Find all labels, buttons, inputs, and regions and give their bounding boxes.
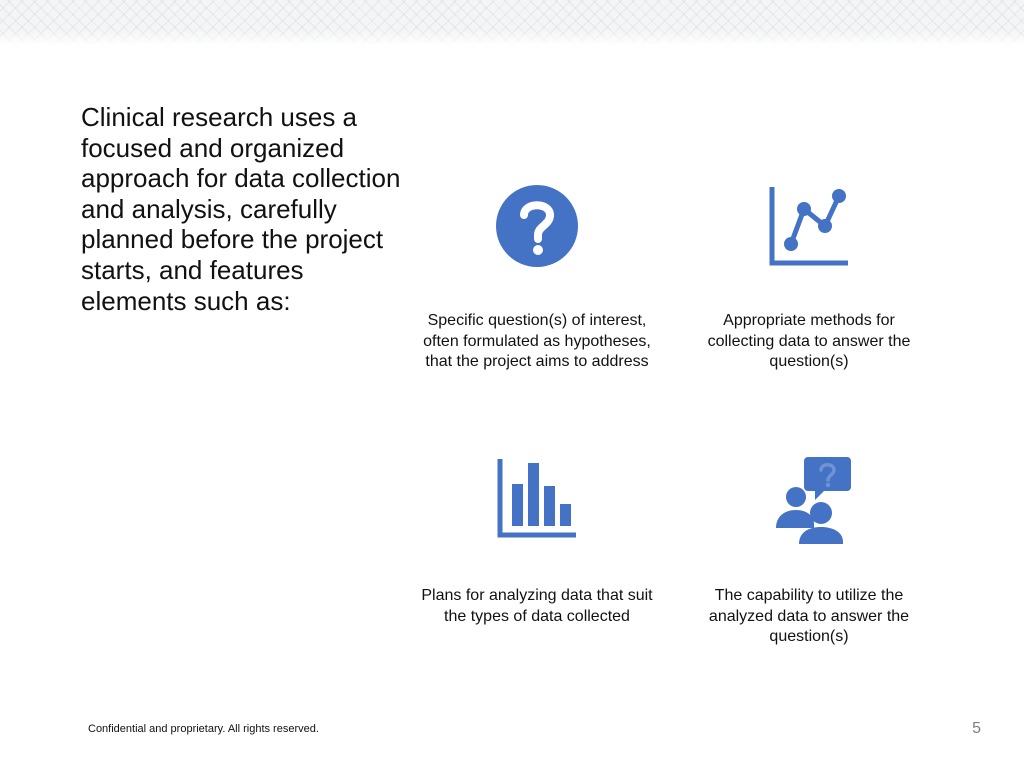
- page-number: 5: [972, 720, 981, 737]
- feature-caption: Plans for analyzing data that suit the types of data collected: [421, 587, 653, 625]
- feature-methods: [689, 180, 929, 373]
- bar-chart-icon: [491, 452, 583, 544]
- feature-capability: [689, 452, 929, 648]
- feature-question: [417, 180, 657, 373]
- feature-caption: The capability to utilize the analyzed data to answer the question(s): [708, 587, 910, 645]
- header-pattern-fade: [0, 30, 1024, 46]
- intro-text: Clinical research uses a focused and organized approach for data collection and analysis, carefully planned before the project starts, and features elements such as:: [81, 102, 401, 316]
- line-chart-icon: [763, 180, 855, 272]
- question-circle-icon: [491, 180, 583, 272]
- footer-confidential-notice: Confidential and proprietary. All rights reserved.: [88, 723, 319, 735]
- feature-caption: Appropriate methods for collecting data to answer the question(s): [707, 312, 911, 370]
- feature-analysis-plans: [417, 452, 657, 627]
- feature-caption: Specific question(s) of interest, often formulated as hypotheses, that the project aims to address: [423, 312, 651, 370]
- people-question-icon: [763, 452, 855, 544]
